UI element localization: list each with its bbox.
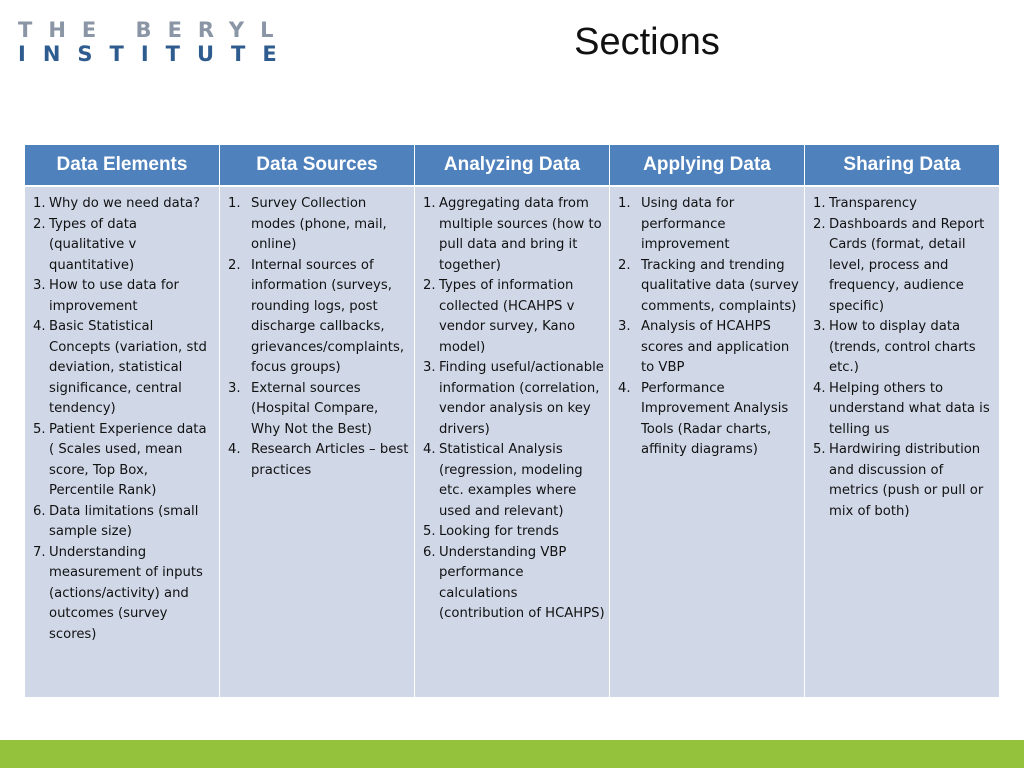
list-item <box>33 543 215 646</box>
item-text: External sources (Hospital Compare, Why Not the Best) <box>251 380 379 437</box>
list-item <box>813 194 995 215</box>
list-item <box>33 194 215 215</box>
list-item <box>423 276 605 358</box>
list-item <box>423 543 605 625</box>
column-body <box>610 187 804 697</box>
column-heading: Sharing Data <box>805 145 999 185</box>
list-item <box>618 379 800 461</box>
list-item <box>423 194 605 276</box>
item-text: Hardwiring distribution and discussion of metrics (push or pull or mix of both) <box>829 442 984 519</box>
logo-line-1: THE BERYL <box>18 18 290 42</box>
list-item <box>423 440 605 522</box>
column-heading: Data Sources <box>220 145 414 185</box>
beryl-institute-logo <box>18 18 294 66</box>
column-data-sources <box>220 145 414 697</box>
item-text: Basic Statistical Concepts (variation, std deviation, statistical significance, central tendency) <box>49 319 207 416</box>
list-item <box>813 215 995 318</box>
item-list <box>423 194 605 625</box>
column-applying-data <box>610 145 804 697</box>
item-number: 3. <box>813 319 826 334</box>
item-text: Understanding VBP performance calculations (contribution of HCAHPS) <box>439 544 605 621</box>
list-item <box>33 502 215 543</box>
column-heading: Applying Data <box>610 145 804 185</box>
item-list <box>618 194 800 461</box>
list-item <box>228 194 410 256</box>
item-text: Transparency <box>829 196 917 211</box>
item-text: Internal sources of information (surveys, rounding logs, post discharge callbacks, grievances/complaints, focus groups) <box>251 257 405 375</box>
item-number: 1. <box>228 196 241 211</box>
item-text: Aggregating data from multiple sources (how to pull data and bring it together) <box>439 196 602 273</box>
list-item <box>618 317 800 379</box>
sections-table <box>25 145 999 697</box>
list-item <box>33 317 215 420</box>
item-number: 1. <box>33 196 46 211</box>
item-number: 4. <box>813 380 826 396</box>
item-number: 4. <box>423 442 436 457</box>
list-item <box>33 276 215 317</box>
item-text: Analysis of HCAHPS scores and application to VBP <box>641 319 790 375</box>
item-text: Dashboards and Report Cards (format, detail level, process and frequency, audience specific) <box>829 216 985 314</box>
item-number: 5. <box>33 421 46 437</box>
column-body <box>220 187 414 697</box>
item-number: 4. <box>228 442 241 457</box>
footer-bar <box>0 740 1024 768</box>
item-number: 1. <box>618 196 631 211</box>
item-number: 1. <box>813 196 826 211</box>
item-number: 3. <box>33 278 46 293</box>
column-analyzing-data <box>415 145 609 697</box>
item-number: 6. <box>423 544 436 560</box>
item-text: Helping others to understand what data is telling us <box>829 380 990 437</box>
item-text: How to use data for improvement <box>49 278 179 314</box>
item-text: Tracking and trending qualitative data (survey comments, complaints) <box>641 257 799 314</box>
list-item <box>228 379 410 441</box>
item-number: 7. <box>33 544 46 560</box>
list-item <box>228 440 410 481</box>
item-text: Statistical Analysis (regression, modeling etc. examples where used and relevant) <box>439 442 583 519</box>
item-text: Types of information collected (HCAHPS v vendor survey, Kano model) <box>439 278 576 355</box>
item-number: 5. <box>423 524 436 539</box>
item-text: Survey Collection modes (phone, mail, online) <box>251 196 387 252</box>
item-text: Why do we need data? <box>49 196 200 211</box>
column-body <box>25 187 219 697</box>
list-item <box>228 256 410 379</box>
item-number: 2. <box>813 216 826 232</box>
list-item <box>813 440 995 522</box>
item-number: 5. <box>813 442 826 457</box>
item-number: 4. <box>33 319 46 334</box>
list-item <box>33 420 215 502</box>
item-text: Patient Experience data ( Scales used, mean score, Top Box, Percentile Rank) <box>49 421 207 498</box>
item-text: Research Articles – best practices <box>251 442 409 478</box>
column-body <box>805 187 999 697</box>
item-text: Performance Improvement Analysis Tools (Radar charts, affinity diagrams) <box>641 380 789 457</box>
list-item <box>33 215 215 277</box>
item-number: 4. <box>618 380 631 396</box>
item-text: Using data for performance improvement <box>641 196 735 252</box>
list-item <box>423 522 605 543</box>
item-number: 2. <box>423 278 436 293</box>
item-list <box>228 194 410 481</box>
list-item <box>813 317 995 379</box>
slide-title: Sections <box>574 21 720 63</box>
item-text: Finding useful/actionable information (correlation, vendor analysis on key drivers) <box>439 360 604 437</box>
column-data-elements <box>25 145 219 697</box>
item-number: 2. <box>33 216 46 232</box>
item-number: 3. <box>618 319 631 334</box>
item-number: 3. <box>228 380 241 396</box>
item-list <box>813 194 995 522</box>
item-text: Understanding measurement of inputs (actions/activity) and outcomes (survey scores) <box>49 544 203 642</box>
column-heading: Analyzing Data <box>415 145 609 185</box>
list-item <box>618 256 800 318</box>
list-item <box>618 194 800 256</box>
item-text: Data limitations (small sample size) <box>49 503 199 539</box>
column-sharing-data <box>805 145 999 697</box>
item-number: 3. <box>423 360 436 375</box>
item-text: How to display data (trends, control charts etc.) <box>829 319 976 375</box>
item-number: 6. <box>33 503 46 519</box>
item-number: 2. <box>228 257 241 273</box>
item-text: Looking for trends <box>439 524 559 539</box>
column-body <box>415 187 609 697</box>
item-number: 1. <box>423 196 436 211</box>
column-heading: Data Elements <box>25 145 219 185</box>
list-item <box>813 379 995 441</box>
item-number: 2. <box>618 257 631 273</box>
item-text: Types of data (qualitative v quantitative) <box>49 216 137 273</box>
item-list <box>33 194 215 645</box>
logo-line-2: INSTITUTE <box>18 42 294 66</box>
list-item <box>423 358 605 440</box>
